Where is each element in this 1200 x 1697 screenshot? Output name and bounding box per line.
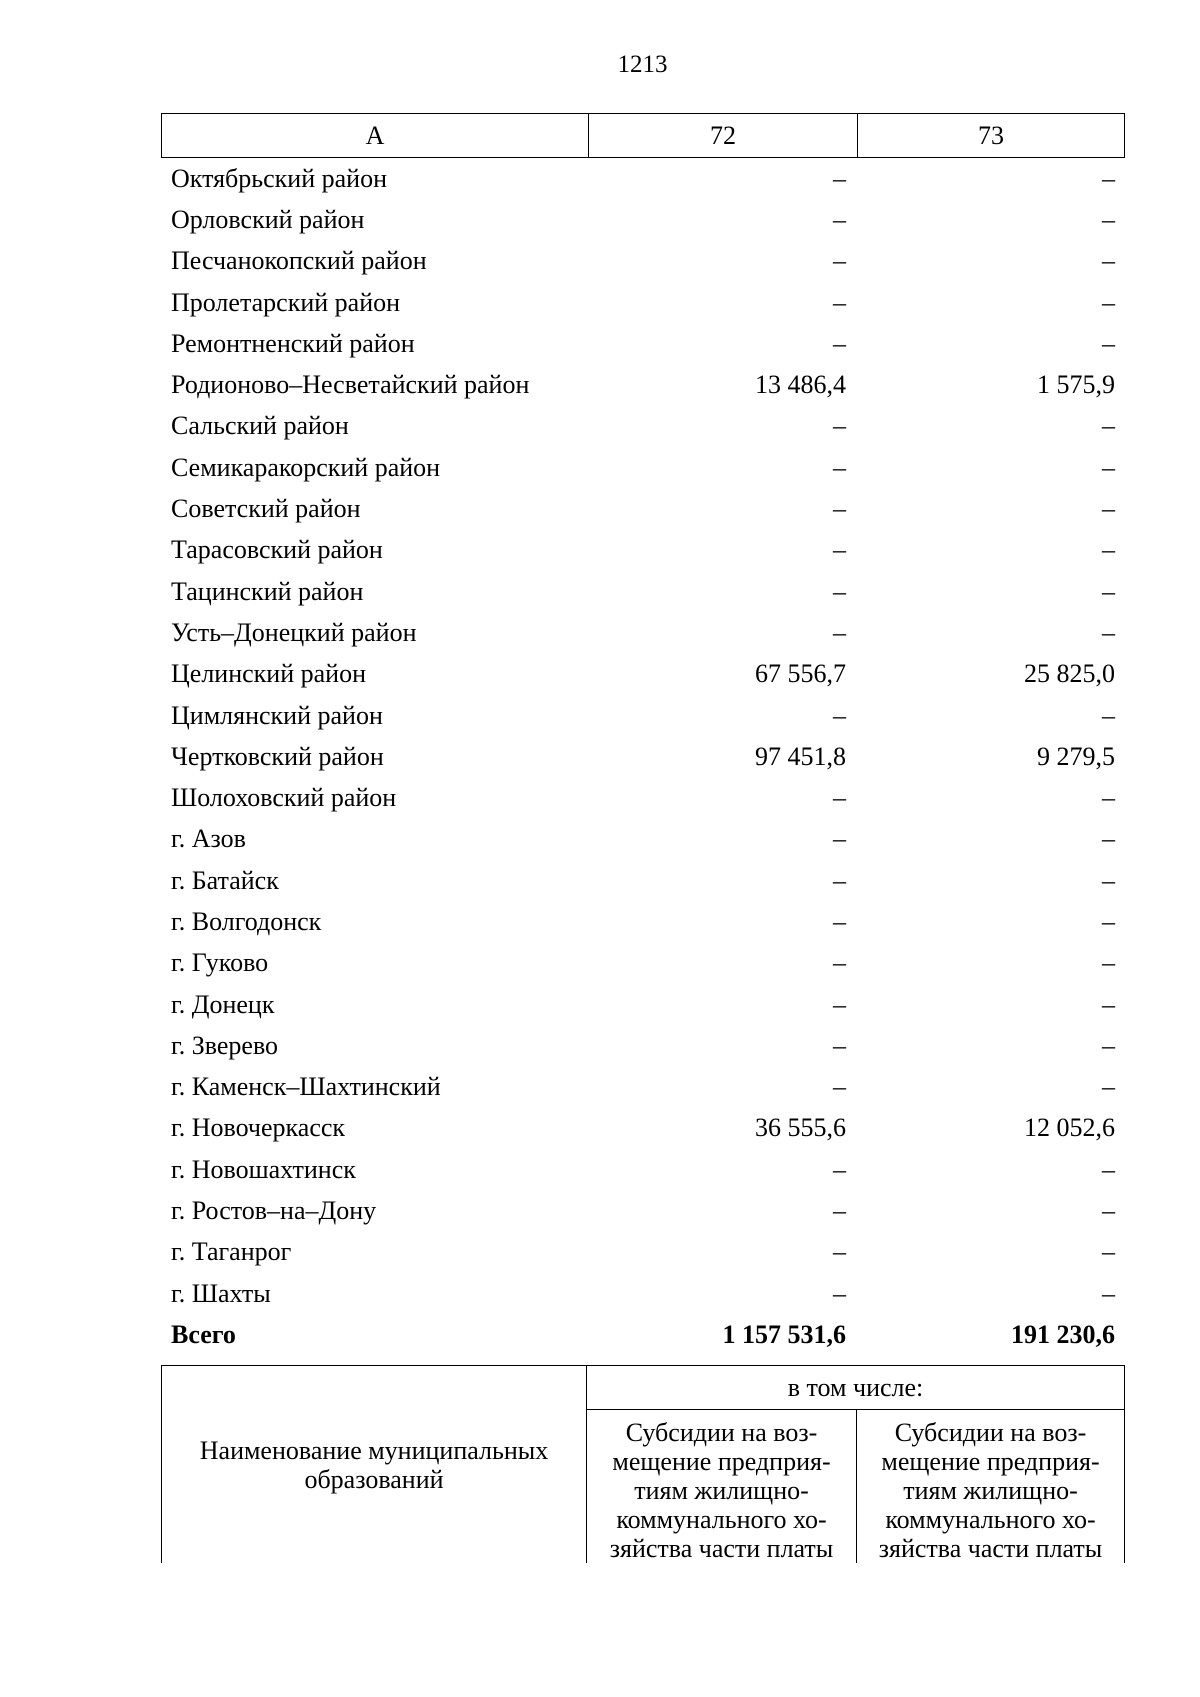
subsidy-columns (587, 1410, 1124, 1563)
value-col-73: 191 230,6 (1011, 1319, 1115, 1349)
value-col-73: – (1102, 1030, 1115, 1060)
value-col-72: – (833, 452, 846, 482)
table-row (161, 530, 1125, 571)
header-col-72: 72 (588, 114, 857, 157)
table-row (161, 1273, 1125, 1314)
value-col-73: – (1102, 328, 1115, 358)
table-row (161, 241, 1125, 282)
table-row (161, 1232, 1125, 1273)
header-col-73: 73 (857, 114, 1124, 157)
value-col-73: – (1102, 535, 1115, 565)
value-col-72: – (833, 328, 846, 358)
municipality-name: г. Шахты (171, 1278, 271, 1308)
municipality-name: Цимлянский район (171, 700, 383, 730)
value-col-72: – (833, 989, 846, 1019)
value-col-72: – (833, 163, 846, 193)
value-col-72: – (833, 700, 846, 730)
municipality-name: Песчанокопский район (171, 246, 427, 276)
table-row (161, 282, 1125, 323)
value-col-72: 36 555,6 (755, 1113, 846, 1143)
table-row (161, 364, 1125, 405)
value-col-73: – (1102, 1237, 1115, 1267)
value-col-73: – (1102, 824, 1115, 854)
value-col-73: – (1102, 204, 1115, 234)
value-col-73: 1 575,9 (1037, 370, 1115, 400)
value-col-72: – (833, 246, 846, 276)
municipality-name: г. Ростов–на–Дону (171, 1196, 377, 1226)
municipality-name: Целинский район (171, 659, 366, 689)
value-col-72: – (833, 1072, 846, 1102)
municipality-name: г. Гуково (171, 948, 269, 978)
subsidy-header-1: Субсидии на воз-мещение предприя-тиям жилищно-коммунального хо-зяйства части платы (609, 1418, 834, 1563)
subsidy-header-2: Субсидии на воз-мещение предприя-тиям жилищно-коммунального хо-зяйства части платы (856, 1410, 1124, 1563)
value-col-72: – (833, 1196, 846, 1226)
table-row (161, 571, 1125, 612)
value-col-73: – (1102, 411, 1115, 441)
value-col-72: 13 486,4 (755, 370, 846, 400)
municipality-name: г. Донецк (171, 989, 275, 1019)
municipality-name: Ремонтненский район (171, 328, 415, 358)
municipality-name: г. Каменск–Шахтинский (171, 1072, 441, 1102)
value-col-72: – (833, 865, 846, 895)
value-col-72: 67 556,7 (755, 659, 846, 689)
page-number: 1213 (617, 51, 668, 78)
value-col-72: – (833, 287, 846, 317)
table-row (161, 1190, 1125, 1231)
municipality-name: Тацинский район (171, 576, 364, 606)
table-row (161, 488, 1125, 529)
value-col-72: – (833, 204, 846, 234)
value-col-72: 97 451,8 (755, 741, 846, 771)
value-col-73: – (1102, 1196, 1115, 1226)
value-col-73: – (1102, 865, 1115, 895)
value-col-73: – (1102, 906, 1115, 936)
table-row (161, 984, 1125, 1025)
value-col-73: – (1102, 1154, 1115, 1184)
table-row (161, 901, 1125, 942)
value-col-73: 25 825,0 (1024, 659, 1115, 689)
table-row (161, 158, 1125, 199)
table-row (161, 695, 1125, 736)
value-col-72: – (833, 494, 846, 524)
value-col-72: – (833, 948, 846, 978)
value-col-73: – (1102, 783, 1115, 813)
table-row (161, 860, 1125, 901)
municipality-name: Сальский район (171, 411, 349, 441)
table-row (161, 199, 1125, 240)
municipality-name: г. Батайск (171, 865, 279, 895)
table-row (161, 943, 1125, 984)
municipality-name: Орловский район (171, 204, 365, 234)
value-col-72: – (833, 535, 846, 565)
value-col-72: 1 157 531,6 (722, 1319, 846, 1349)
table-row (161, 736, 1125, 777)
value-col-73: – (1102, 1072, 1115, 1102)
table-body (161, 158, 1125, 1356)
value-col-73: – (1102, 989, 1115, 1019)
value-col-72: – (833, 824, 846, 854)
value-col-73: – (1102, 494, 1115, 524)
value-col-73: 12 052,6 (1024, 1113, 1115, 1143)
table-row (161, 1067, 1125, 1108)
including-group (586, 1366, 1124, 1563)
header-col-a: А (365, 120, 385, 150)
table-row (161, 777, 1125, 818)
table-row (161, 323, 1125, 364)
value-col-73: – (1102, 163, 1115, 193)
table-row (161, 612, 1125, 653)
table-row (161, 1108, 1125, 1149)
table-row (161, 406, 1125, 447)
total-row (161, 1314, 1125, 1355)
municipality-name: г. Новошахтинск (171, 1154, 356, 1184)
municipality-name: Советский район (171, 494, 361, 524)
value-col-72: – (833, 1154, 846, 1184)
including-label: в том числе: (587, 1366, 1124, 1410)
value-col-73: – (1102, 617, 1115, 647)
value-col-72: – (833, 783, 846, 813)
municipality-name: Усть–Донецкий район (171, 617, 417, 647)
municipality-name: Шолоховский район (171, 783, 397, 813)
value-col-72: – (833, 576, 846, 606)
municipality-name: Всего (171, 1319, 236, 1349)
value-col-72: – (833, 411, 846, 441)
municipality-name: Родионово–Несветайский район (171, 370, 530, 400)
municipality-name: г. Новочеркасск (171, 1113, 346, 1143)
value-col-72: – (833, 1278, 846, 1308)
municipality-name: г. Азов (171, 824, 246, 854)
value-col-73: – (1102, 246, 1115, 276)
municipality-name: г. Волгодонск (171, 906, 322, 936)
value-col-73: 9 279,5 (1037, 741, 1115, 771)
municipality-name: г. Зверево (171, 1030, 279, 1060)
municipality-name: Пролетарский район (171, 287, 401, 317)
column-header-row (161, 113, 1125, 158)
value-col-72: – (833, 1237, 846, 1267)
table-row (161, 447, 1125, 488)
value-col-73: – (1102, 287, 1115, 317)
value-col-73: – (1102, 700, 1115, 730)
municipality-name: Семикаракорский район (171, 452, 441, 482)
table-row (161, 654, 1125, 695)
table-row (161, 1149, 1125, 1190)
municipality-name: г. Таганрог (171, 1237, 292, 1267)
value-col-73: – (1102, 452, 1115, 482)
value-col-73: – (1102, 948, 1115, 978)
municipality-name: Октябрьский район (171, 163, 387, 193)
value-col-72: – (833, 1030, 846, 1060)
municipality-name: Тарасовский район (171, 535, 383, 565)
value-col-73: – (1102, 1278, 1115, 1308)
table-row (161, 1025, 1125, 1066)
municipality-name-header: Наименование муниципальных образований (199, 1435, 549, 1494)
table-row (161, 819, 1125, 860)
table-header-block (161, 1365, 1125, 1563)
value-col-73: – (1102, 576, 1115, 606)
municipality-name: Чертковский район (171, 741, 384, 771)
value-col-72: – (833, 617, 846, 647)
value-col-72: – (833, 906, 846, 936)
